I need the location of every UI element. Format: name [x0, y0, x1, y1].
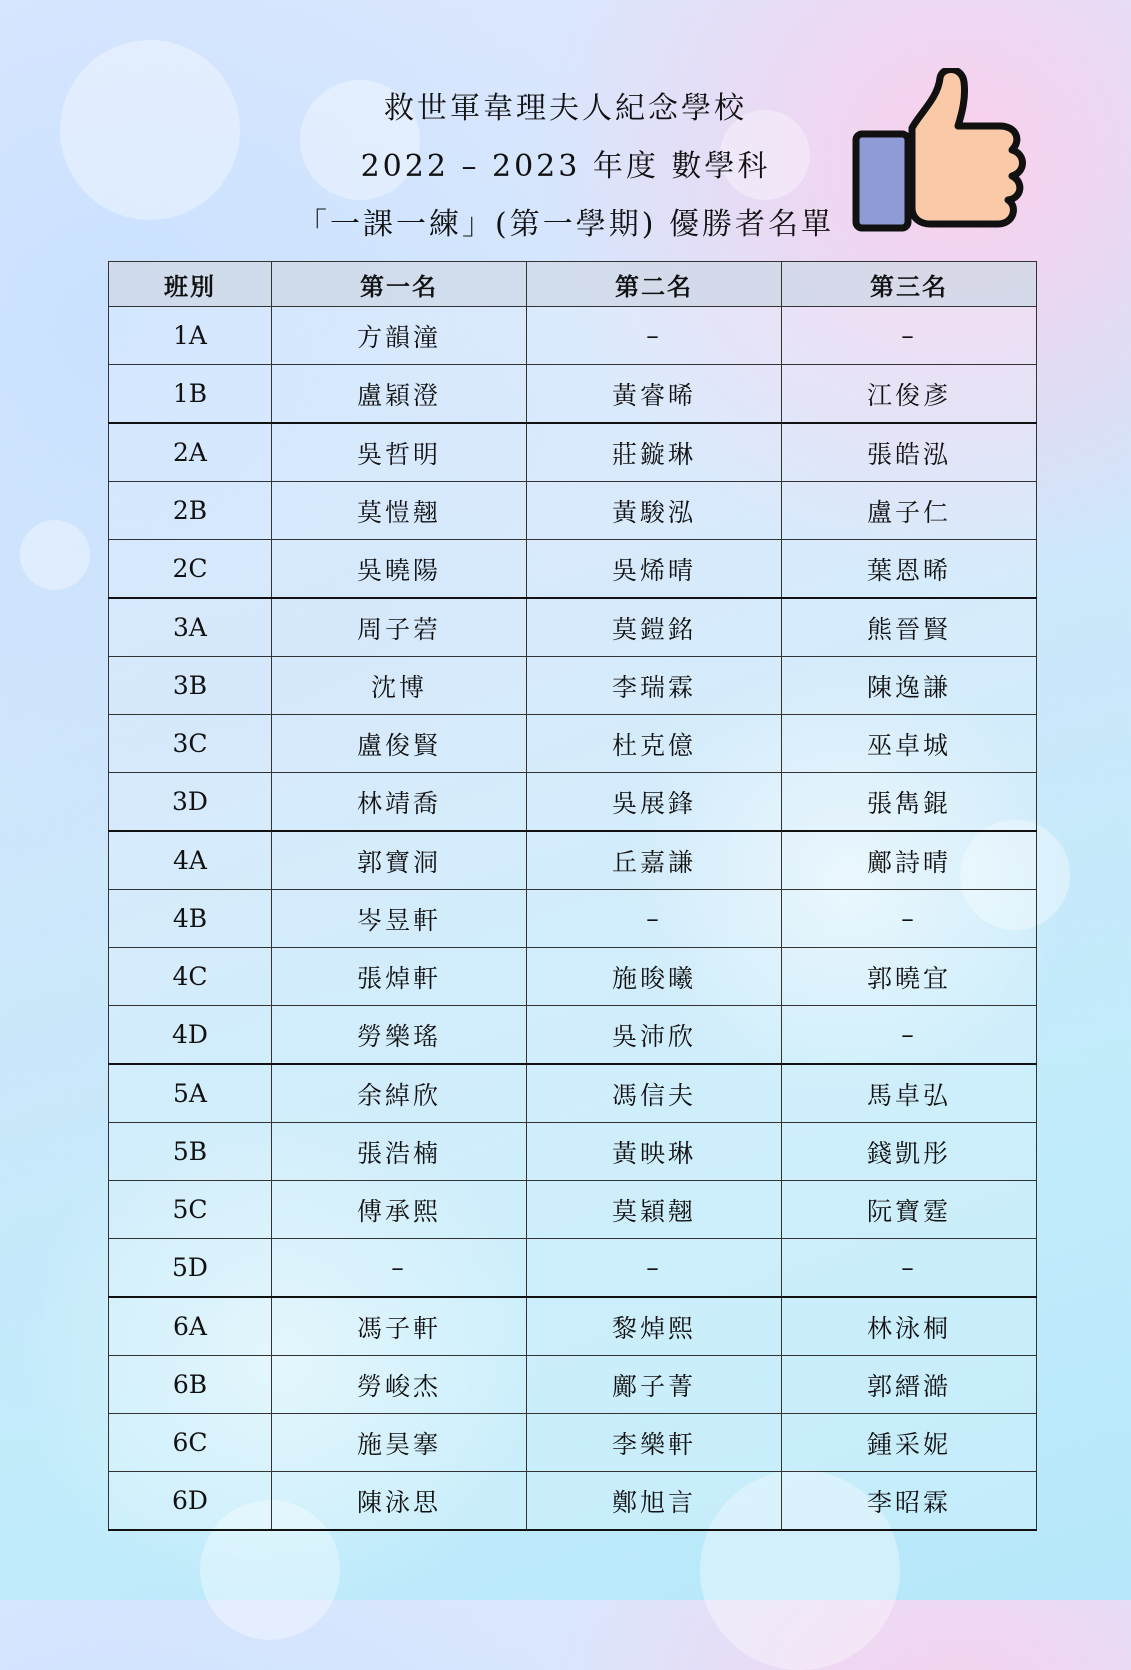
second-place-cell: 吳沛欣	[527, 1006, 782, 1065]
class-cell: 3D	[109, 773, 272, 832]
table-row	[109, 307, 1037, 365]
class-cell: 5D	[109, 1239, 272, 1298]
thumbs-up-icon	[850, 68, 1040, 238]
first-place-cell: 盧穎澄	[272, 365, 527, 424]
class-cell: 4C	[109, 948, 272, 1006]
third-place-cell: 馬卓弘	[782, 1064, 1037, 1123]
first-place-cell: 張浩楠	[272, 1123, 527, 1181]
third-place-cell: 熊晉賢	[782, 598, 1037, 657]
second-place-cell: 丘嘉謙	[527, 831, 782, 890]
second-place-cell: –	[527, 1239, 782, 1298]
table-row	[109, 831, 1037, 890]
third-place-cell: –	[782, 1239, 1037, 1298]
first-place-cell: 吳哲明	[272, 423, 527, 482]
third-place-cell: 阮寶霆	[782, 1181, 1037, 1239]
third-place-cell: 陳逸謙	[782, 657, 1037, 715]
third-place-cell: 郭曉宜	[782, 948, 1037, 1006]
third-place-cell: 張皓泓	[782, 423, 1037, 482]
bokeh-circle	[20, 520, 90, 590]
class-cell: 1A	[109, 307, 272, 365]
table-row	[109, 365, 1037, 424]
second-place-cell: 吳展鋒	[527, 773, 782, 832]
first-place-cell: 勞樂瑤	[272, 1006, 527, 1065]
column-header-first: 第一名	[272, 262, 527, 307]
third-place-cell: 鄺詩晴	[782, 831, 1037, 890]
third-place-cell: 巫卓城	[782, 715, 1037, 773]
table-row	[109, 773, 1037, 832]
class-cell: 5A	[109, 1064, 272, 1123]
third-place-cell: 鍾采妮	[782, 1414, 1037, 1472]
class-cell: 3B	[109, 657, 272, 715]
table-row	[109, 1123, 1037, 1181]
third-place-cell: 錢凱彤	[782, 1123, 1037, 1181]
second-place-cell: 莫穎翹	[527, 1181, 782, 1239]
second-place-cell: 吳烯晴	[527, 540, 782, 599]
third-place-cell: –	[782, 1006, 1037, 1065]
column-header-second: 第二名	[527, 262, 782, 307]
thumb-cuff	[856, 134, 908, 228]
third-place-cell: 李昭霖	[782, 1472, 1037, 1531]
class-cell: 1B	[109, 365, 272, 424]
list-title: 「一課一練」(第一學期) 優勝者名單	[297, 207, 834, 242]
first-place-cell: –	[272, 1239, 527, 1298]
third-place-cell: –	[782, 890, 1037, 948]
table-row	[109, 715, 1037, 773]
class-cell: 3C	[109, 715, 272, 773]
table-row	[109, 1297, 1037, 1356]
winners-table-body	[109, 307, 1037, 1531]
first-place-cell: 施昊搴	[272, 1414, 527, 1472]
first-place-cell: 方韻潼	[272, 307, 527, 365]
table-header-row	[109, 262, 1037, 307]
table-row	[109, 482, 1037, 540]
class-cell: 6A	[109, 1297, 272, 1356]
column-header-class: 班別	[109, 262, 272, 307]
first-place-cell: 林靖喬	[272, 773, 527, 832]
table-row	[109, 598, 1037, 657]
third-place-cell: 郭縉澔	[782, 1356, 1037, 1414]
class-cell: 2B	[109, 482, 272, 540]
table-row	[109, 1006, 1037, 1065]
second-place-cell: –	[527, 307, 782, 365]
second-place-cell: 杜克億	[527, 715, 782, 773]
table-row	[109, 1356, 1037, 1414]
first-place-cell: 余綽欣	[272, 1064, 527, 1123]
first-place-cell: 吳曉陽	[272, 540, 527, 599]
class-cell: 4D	[109, 1006, 272, 1065]
class-cell: 4B	[109, 890, 272, 948]
second-place-cell: 黎焯熙	[527, 1297, 782, 1356]
first-place-cell: 莫愷翹	[272, 482, 527, 540]
class-cell: 5B	[109, 1123, 272, 1181]
class-cell: 6C	[109, 1414, 272, 1472]
third-place-cell: 葉恩晞	[782, 540, 1037, 599]
table-row	[109, 890, 1037, 948]
first-place-cell: 陳泳思	[272, 1472, 527, 1531]
table-row	[109, 1064, 1037, 1123]
third-place-cell: 江俊彥	[782, 365, 1037, 424]
table-row	[109, 1414, 1037, 1472]
second-place-cell: 莫鎧銘	[527, 598, 782, 657]
first-place-cell: 勞峻杰	[272, 1356, 527, 1414]
class-cell: 2C	[109, 540, 272, 599]
third-place-cell: 林泳桐	[782, 1297, 1037, 1356]
class-cell: 2A	[109, 423, 272, 482]
winners-table	[108, 261, 1037, 1531]
second-place-cell: 黃駿泓	[527, 482, 782, 540]
second-place-cell: 李樂軒	[527, 1414, 782, 1472]
third-place-cell: 張雋錕	[782, 773, 1037, 832]
second-place-cell: 施晙曦	[527, 948, 782, 1006]
second-place-cell: 莊鏇琳	[527, 423, 782, 482]
second-place-cell: 鄭旭言	[527, 1472, 782, 1531]
second-place-cell: 李瑞霖	[527, 657, 782, 715]
table-row	[109, 423, 1037, 482]
table-row	[109, 1239, 1037, 1298]
column-header-third: 第三名	[782, 262, 1037, 307]
first-place-cell: 傅承熙	[272, 1181, 527, 1239]
second-place-cell: 鄺子菁	[527, 1356, 782, 1414]
table-row	[109, 948, 1037, 1006]
first-place-cell: 馮子軒	[272, 1297, 527, 1356]
table-row	[109, 657, 1037, 715]
table-row	[109, 1472, 1037, 1531]
thumb-hand	[912, 69, 1023, 224]
first-place-cell: 周子菪	[272, 598, 527, 657]
second-place-cell: 黃睿晞	[527, 365, 782, 424]
academic-year-subject: 2022 – 2023 年度 數學科	[360, 149, 771, 184]
table-row	[109, 540, 1037, 599]
second-place-cell: 黃映琳	[527, 1123, 782, 1181]
class-cell: 6D	[109, 1472, 272, 1531]
third-place-cell: 盧子仁	[782, 482, 1037, 540]
first-place-cell: 盧俊賢	[272, 715, 527, 773]
class-cell: 6B	[109, 1356, 272, 1414]
second-place-cell: –	[527, 890, 782, 948]
third-place-cell: –	[782, 307, 1037, 365]
first-place-cell: 張焯軒	[272, 948, 527, 1006]
school-name: 救世軍韋理夫人紀念學校	[384, 91, 747, 126]
first-place-cell: 郭寶洞	[272, 831, 527, 890]
second-place-cell: 馮信夫	[527, 1064, 782, 1123]
first-place-cell: 岑昱軒	[272, 890, 527, 948]
class-cell: 3A	[109, 598, 272, 657]
class-cell: 4A	[109, 831, 272, 890]
table-row	[109, 1181, 1037, 1239]
first-place-cell: 沈博	[272, 657, 527, 715]
class-cell: 5C	[109, 1181, 272, 1239]
